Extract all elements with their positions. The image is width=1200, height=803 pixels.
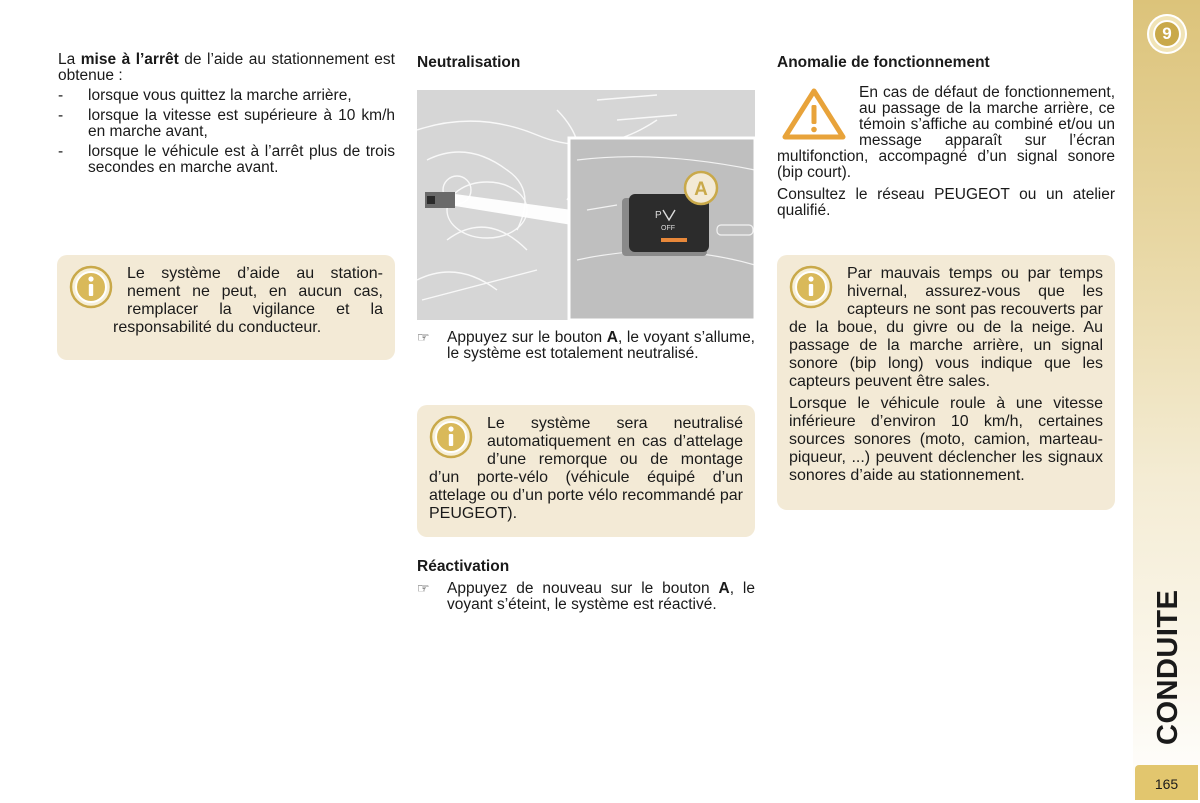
info-icon [429, 415, 473, 459]
chapter-title: CONDUITE [1152, 589, 1184, 745]
info-icon [789, 265, 833, 309]
list-item [58, 144, 395, 176]
stop-conditions-list [58, 88, 395, 176]
step-text-bold: A [606, 329, 618, 346]
info-icon [69, 265, 113, 309]
info-box-vigilance [57, 255, 395, 360]
dashboard-illustration [417, 90, 755, 320]
intro-text-start: La [58, 51, 81, 68]
step-neutralise [417, 330, 755, 362]
switch-label: OFF [661, 225, 675, 232]
consult-text: Consultez le réseau PEUGEOT ou un atelier qualifié. [777, 186, 1115, 219]
heading-anomalie: Anomalie de fonctionnement [777, 54, 990, 71]
list-item-text: lorsque vous quittez la marche arrière, [88, 87, 352, 104]
column-middle [417, 52, 755, 83]
svg-text:P: P [655, 210, 662, 221]
warning-triangle-icon [777, 85, 851, 141]
page-number: 165 [1135, 765, 1198, 800]
intro-paragraph [58, 52, 395, 84]
info-text: Le système d’aide au stationnement ne peut, en aucun cas, remplacer la vigilance et la responsabilité du conducteur. [113, 265, 383, 336]
pointing-hand-icon: ☞ [417, 580, 430, 596]
chapter-number: 9 [1153, 20, 1181, 48]
step-text-bold: A [718, 580, 730, 597]
info-text: Le système sera neutralisé automatiquement en cas d’attelage d’une remorque ou de montage d’un porte-vélo (véhicule équipé d’un attelage ou d’un porte vélo recommandé par PEUGEOT). [429, 415, 743, 522]
chapter-badge [1147, 14, 1187, 54]
column-right [777, 52, 1115, 223]
intro-text-bold: mise à l’arrêt [80, 51, 179, 68]
info-box-towing [417, 405, 755, 537]
warning-block [777, 85, 1115, 181]
pointing-hand-icon: ☞ [417, 329, 430, 345]
column-left [58, 52, 395, 180]
list-item [58, 88, 395, 104]
heading-neutralisation: Neutralisation [417, 54, 521, 71]
step-text-end: , le voyant s’allume, le système est totalement neutralisé. [447, 329, 755, 362]
list-dash: - [58, 107, 64, 124]
list-item-text: lorsque la vitesse est supérieure à 10 km/h en marche avant, [88, 107, 395, 140]
intro-text-end: de l’aide au stationnement est obtenue : [58, 51, 395, 84]
warning-text: En cas de défaut de fonctionnement, au passage de la marche arrière, ce témoin s’affiche au combiné et/ou un message apparaît sur l’écran multifonction, accompagné d’un signal sonore (bip court). [777, 84, 1115, 181]
reactivation-section [417, 556, 755, 613]
step-reactivate [417, 581, 755, 613]
dashboard-photo [417, 90, 755, 320]
info-box-weather [777, 255, 1115, 510]
info-text-noise: Lorsque le véhicule roule à une vitesse inférieure d’environ 10 km/h, certaines sources sonores (moto, camion, marteau-piqueur, ...) peuvent déclencher les signaux sonores d’aide au stationnement. [789, 395, 1103, 484]
list-item [58, 108, 395, 140]
step-text-start: Appuyez sur le bouton [447, 329, 607, 346]
step-text-end: , le voyant s’éteint, le système est réactivé. [447, 580, 755, 613]
list-dash: - [58, 87, 64, 104]
callout-letter: A [694, 179, 708, 200]
step-text-start: Appuyez de nouveau sur le bouton [447, 580, 719, 597]
info-text-weather: Par mauvais temps ou par temps hivernal, assurez-vous que les capteurs ne sont pas recouverts par de la boue, du givre ou de la neige. Au passage de la marche arrière, un signal sonore (bip long) vous indique que les capteurs peuvent être sales. [789, 265, 1103, 390]
list-item-text: lorsque le véhicule est à l’arrêt plus de trois secondes en marche avant. [88, 143, 395, 176]
heading-reactivation: Réactivation [417, 558, 510, 575]
neutralisation-steps [417, 330, 755, 362]
list-dash: - [58, 143, 64, 160]
